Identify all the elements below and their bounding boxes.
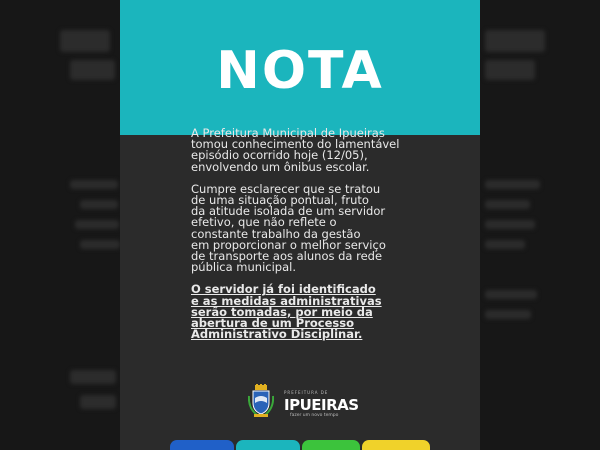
logo-slogan: fazer um novo tempo <box>290 413 339 418</box>
measures-line: serão tomadas, por meio da <box>191 304 373 319</box>
municipal-crest-icon <box>248 384 274 418</box>
paragraph-clarification: Cumpre esclarecer que se tratou de uma situação pontual, fruto da atitude isolada de um servidor efetivo, que não reflete o constante trabalho da gestão em proporcionar o melhor serviço de transporte aos alunos da rede pública municipal. <box>191 181 386 275</box>
prefeitura-logo <box>248 384 368 420</box>
logo-prefix: PREFEITURA DE <box>284 390 329 395</box>
measures-line: Administrativo Disciplinar. <box>191 327 363 342</box>
nota-body <box>191 128 431 340</box>
nota-card <box>120 0 480 450</box>
paragraph-incident: A Prefeitura Municipal de Ipueiras tomou conhecimento do lamentável episódio ocorrido hoje (12/05), envolvendo um ônibus escolar. <box>191 126 400 174</box>
background-left-blur <box>0 0 120 450</box>
nota-title: NOTA <box>216 40 384 101</box>
nota-header <box>120 0 480 135</box>
color-bar-blue <box>170 440 234 450</box>
paragraph-measures <box>191 284 431 340</box>
background-right-blur <box>480 0 600 450</box>
color-bar-teal <box>236 440 300 450</box>
measures-line: O servidor já foi identificado <box>191 282 376 297</box>
measures-line: abertura de um Processo <box>191 316 354 331</box>
logo-name: IPUEIRAS <box>284 396 359 414</box>
color-bar-green <box>302 440 360 450</box>
measures-line: e as medidas administrativas <box>191 293 382 308</box>
color-bar-yellow <box>362 440 430 450</box>
